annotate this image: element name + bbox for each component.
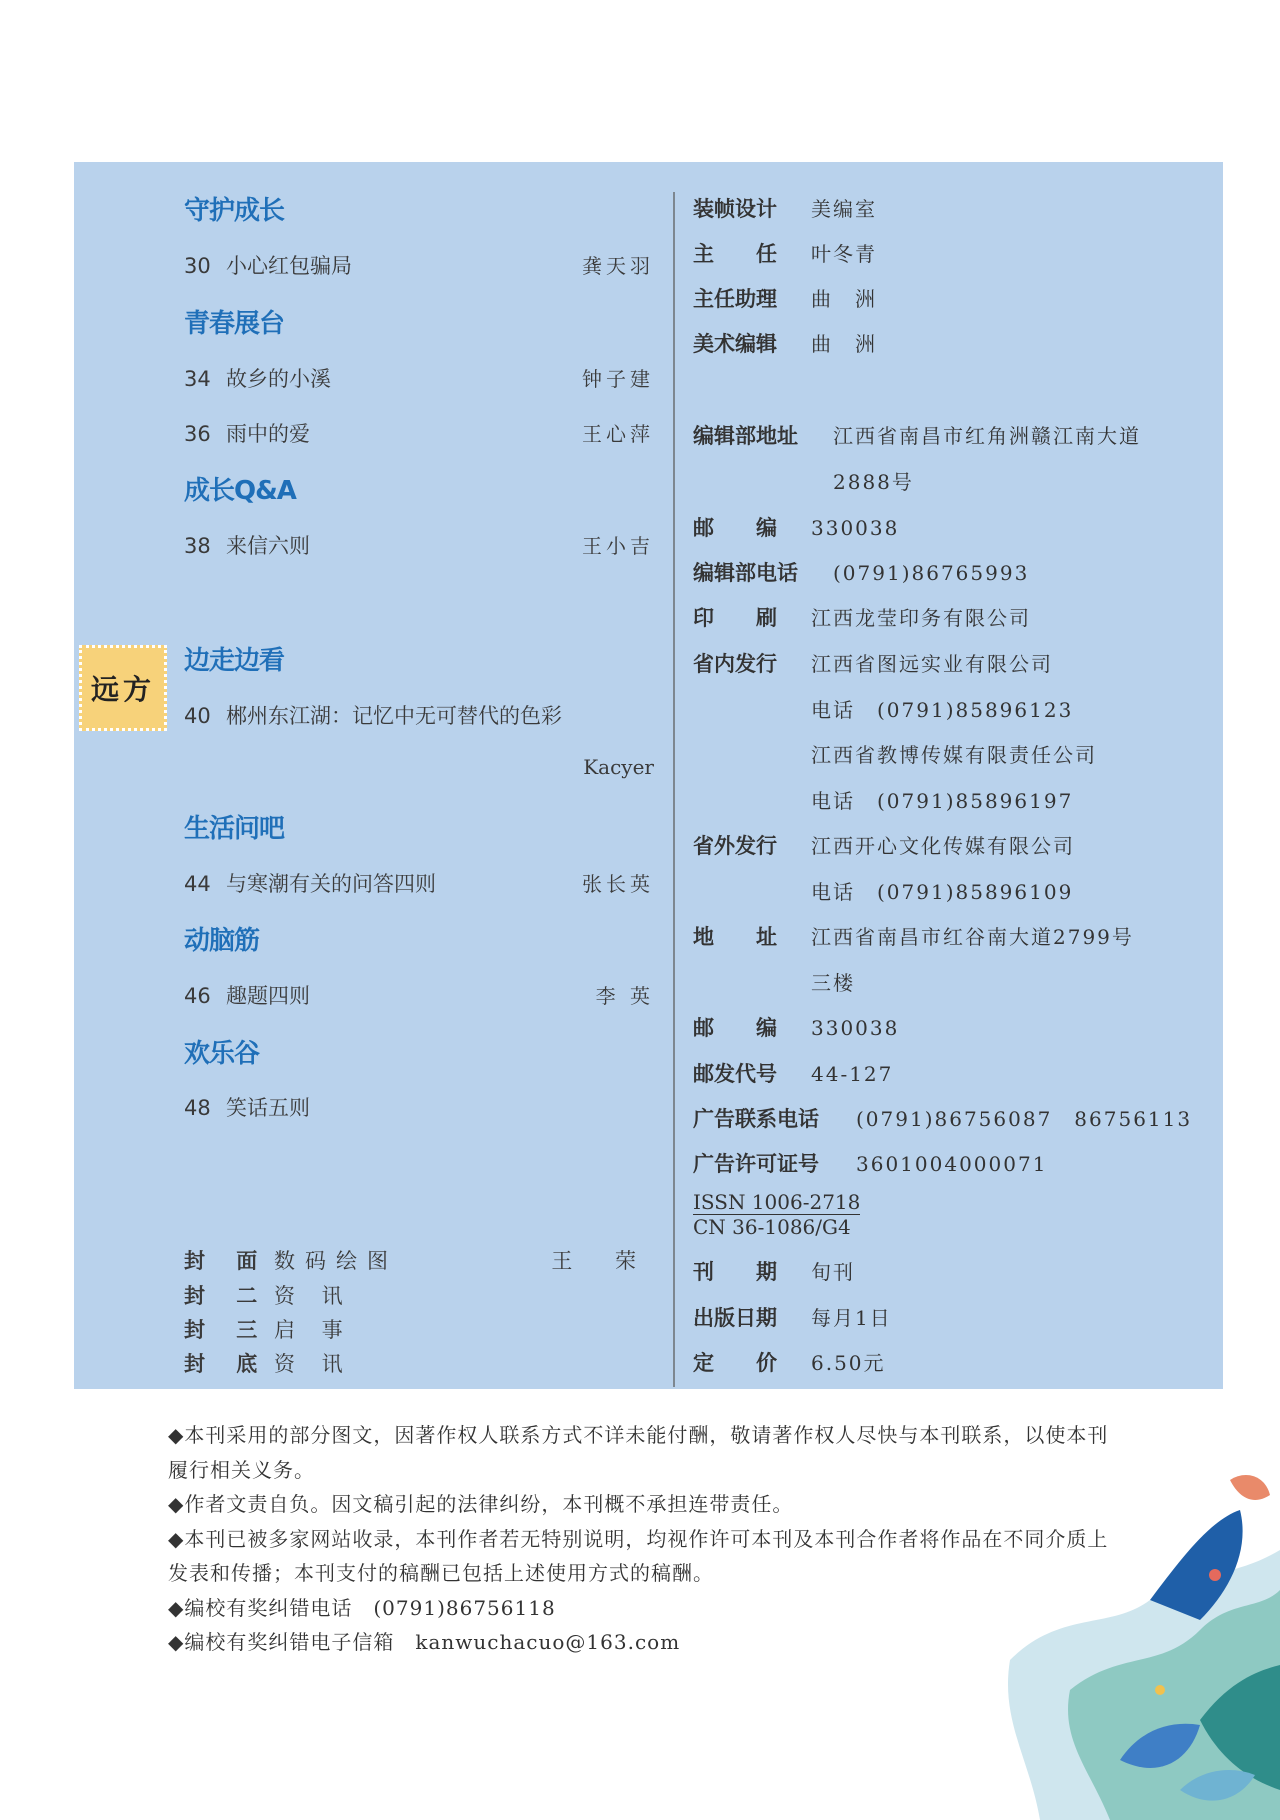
cover-value: 资 讯 — [274, 1352, 353, 1376]
masthead-row — [693, 283, 877, 313]
masthead-row — [693, 1347, 886, 1377]
cover-label: 封 二 — [184, 1284, 270, 1308]
page-number: 34 — [184, 367, 211, 391]
masthead-value: 美编室 — [811, 197, 877, 221]
masthead-row — [693, 830, 1075, 860]
entry-title: 来信六则 — [226, 534, 310, 558]
notice-line: ◆本刊已被多家网站收录，本刊作者若无特别说明，均视作许可本刊及本刊合作者将作品在不同介质上发表和传播；本刊支付的稿酬已包括上述使用方式的稿酬。 — [168, 1526, 1109, 1585]
masthead-label: 主任助理 — [693, 287, 777, 311]
masthead-label: 地 址 — [693, 925, 777, 949]
entry-author: 张长英 — [582, 872, 654, 896]
masthead-label: 邮 编 — [693, 516, 777, 540]
entry-author: 李 英 — [595, 984, 654, 1008]
masthead-value: 电话 (0791)85896197 — [811, 789, 1074, 813]
masthead-value: 曲 洲 — [811, 287, 877, 311]
section-title: 动脑筋 — [184, 926, 260, 956]
masthead-value: 3601004000071 — [856, 1152, 1048, 1176]
masthead-row — [693, 420, 1141, 450]
toc-entry[interactable] — [184, 980, 654, 1010]
column-divider — [673, 192, 675, 1387]
masthead-value: 三楼 — [811, 971, 855, 995]
masthead-value: (0791)86756087 86756113 — [856, 1107, 1193, 1131]
masthead-value: 江西省南昌市红谷南大道2799号 — [811, 925, 1134, 949]
toc-entry[interactable] — [184, 1092, 654, 1122]
cover-author: 王 荣 — [551, 1249, 654, 1273]
masthead-row — [693, 1103, 1192, 1133]
masthead-value: 江西龙莹印务有限公司 — [811, 606, 1031, 630]
masthead-row — [693, 328, 877, 358]
masthead-value: 330038 — [811, 516, 900, 540]
section-title: 欢乐谷 — [184, 1039, 260, 1069]
notice-line: ◆编校有奖纠错电子信箱 kanwuchacuo@163.com — [168, 1630, 681, 1654]
cover-label: 封 底 — [184, 1352, 270, 1376]
notice-line: ◆作者文责自负。因文稿引起的法律纠纷，本刊概不承担连带责任。 — [168, 1492, 794, 1516]
masthead-label: 省外发行 — [693, 834, 777, 858]
masthead-value: (0791)86765993 — [833, 561, 1030, 585]
notice-block — [168, 1418, 1128, 1660]
entry-title: 雨中的爱 — [226, 422, 310, 446]
masthead-value: 曲 洲 — [811, 332, 877, 356]
masthead-value: 每月1日 — [811, 1306, 892, 1330]
masthead-row — [693, 1148, 1047, 1178]
section-title: 边走边看 — [184, 646, 285, 676]
cover-credit — [184, 1348, 654, 1378]
entry-title: 小心红包骗局 — [226, 254, 352, 278]
cover-credit — [184, 1314, 654, 1344]
masthead-row — [693, 557, 1029, 587]
section-tag: 远方 — [79, 645, 167, 731]
masthead-value: 江西省南昌市红角洲赣江南大道 — [833, 424, 1141, 448]
masthead-label: 编辑部地址 — [693, 424, 798, 448]
masthead-row — [693, 602, 1031, 632]
masthead-label: 编辑部电话 — [693, 561, 798, 585]
masthead-row — [693, 1256, 855, 1286]
cover-label: 封 面 — [184, 1249, 270, 1273]
masthead-label: 印 刷 — [693, 606, 777, 630]
entry-author: 龚天羽 — [582, 254, 654, 278]
page-number: 46 — [184, 984, 211, 1008]
masthead-row — [693, 466, 914, 495]
masthead-row — [693, 1012, 899, 1042]
masthead-row — [693, 1058, 893, 1088]
page-number: 48 — [184, 1096, 211, 1120]
masthead-label: 省内发行 — [693, 652, 777, 676]
masthead-value: 2888号 — [833, 470, 914, 494]
masthead-value: 旬刊 — [811, 1260, 855, 1284]
cover-credit — [184, 1245, 654, 1275]
masthead-row — [693, 1302, 892, 1332]
entry-author: 王小吉 — [582, 534, 654, 558]
masthead-label: 邮发代号 — [693, 1062, 777, 1086]
issn-number: ISSN 1006-2718 — [693, 1190, 861, 1214]
toc-entry[interactable] — [184, 363, 654, 393]
masthead-value: 44-127 — [811, 1062, 894, 1086]
page-number: 38 — [184, 534, 211, 558]
cn-number: CN 36-1086/G4 — [693, 1215, 851, 1239]
toc-entry[interactable] — [184, 700, 654, 730]
masthead-label: 广告许可证号 — [693, 1152, 819, 1176]
masthead-row — [693, 512, 899, 542]
toc-entry[interactable] — [184, 250, 654, 280]
section-title: 守护成长 — [184, 196, 285, 226]
cover-value: 启 事 — [274, 1318, 353, 1342]
decorative-illustration — [1000, 1460, 1280, 1820]
masthead-row — [693, 876, 1073, 905]
masthead-value: 电话 (0791)85896109 — [811, 880, 1074, 904]
entry-author: 王心萍 — [582, 422, 654, 446]
entry-title: 郴州东江湖：记忆中无可替代的色彩 — [226, 704, 562, 728]
masthead-value: 江西省教博传媒有限责任公司 — [811, 743, 1097, 767]
masthead-row — [693, 648, 1053, 678]
masthead-label: 出版日期 — [693, 1306, 777, 1330]
masthead-label: 主 任 — [693, 242, 777, 266]
notice-line: ◆编校有奖纠错电话 (0791)86756118 — [168, 1595, 556, 1620]
masthead-row — [693, 785, 1073, 814]
issn-block — [693, 1190, 860, 1239]
section-title: 青春展台 — [184, 309, 285, 339]
entry-author: 钟子建 — [582, 367, 654, 391]
entry-title: 与寒潮有关的问答四则 — [226, 872, 436, 896]
masthead-row — [693, 694, 1073, 723]
masthead-row — [693, 739, 1097, 768]
masthead-label: 装帧设计 — [693, 197, 777, 221]
masthead-label: 邮 编 — [693, 1016, 777, 1040]
cover-label: 封 三 — [184, 1318, 270, 1342]
notice-line: ◆本刊采用的部分图文，因著作权人联系方式不详未能付酬，敬请著作权人尽快与本刊联系，以使本刊履行相关义务。 — [168, 1423, 1109, 1482]
page-number: 44 — [184, 872, 211, 896]
masthead-label: 刊 期 — [693, 1260, 777, 1284]
masthead-label: 美术编辑 — [693, 332, 777, 356]
masthead-value: 江西省图远实业有限公司 — [811, 652, 1053, 676]
entry-title: 趣题四则 — [226, 984, 310, 1008]
entry-author: Kacyer — [583, 755, 654, 779]
toc-entry[interactable] — [184, 418, 654, 448]
cover-credit — [184, 1280, 654, 1310]
page-number: 40 — [184, 704, 211, 728]
toc-entry[interactable] — [184, 530, 654, 560]
masthead-row — [693, 921, 1134, 951]
masthead-value: 6.50元 — [811, 1351, 886, 1375]
cover-value: 数码绘图 — [274, 1249, 398, 1273]
masthead-value: 叶冬青 — [811, 242, 877, 266]
entry-title: 笑话五则 — [226, 1096, 310, 1120]
masthead-row — [693, 238, 877, 268]
page-number: 30 — [184, 254, 211, 278]
masthead-row — [693, 967, 855, 996]
entry-title: 故乡的小溪 — [226, 367, 331, 391]
masthead-label: 广告联系电话 — [693, 1107, 819, 1131]
masthead-value: 330038 — [811, 1016, 900, 1040]
section-title: 生活问吧 — [184, 814, 285, 844]
masthead-value: 电话 (0791)85896123 — [811, 698, 1074, 722]
masthead-row — [693, 193, 877, 223]
cover-value: 资 讯 — [274, 1284, 353, 1308]
toc-entry[interactable] — [184, 868, 654, 898]
page-number: 36 — [184, 422, 211, 446]
masthead-label: 定 价 — [693, 1351, 777, 1375]
masthead-value: 江西开心文化传媒有限公司 — [811, 834, 1075, 858]
section-title: 成长Q&A — [184, 476, 296, 506]
